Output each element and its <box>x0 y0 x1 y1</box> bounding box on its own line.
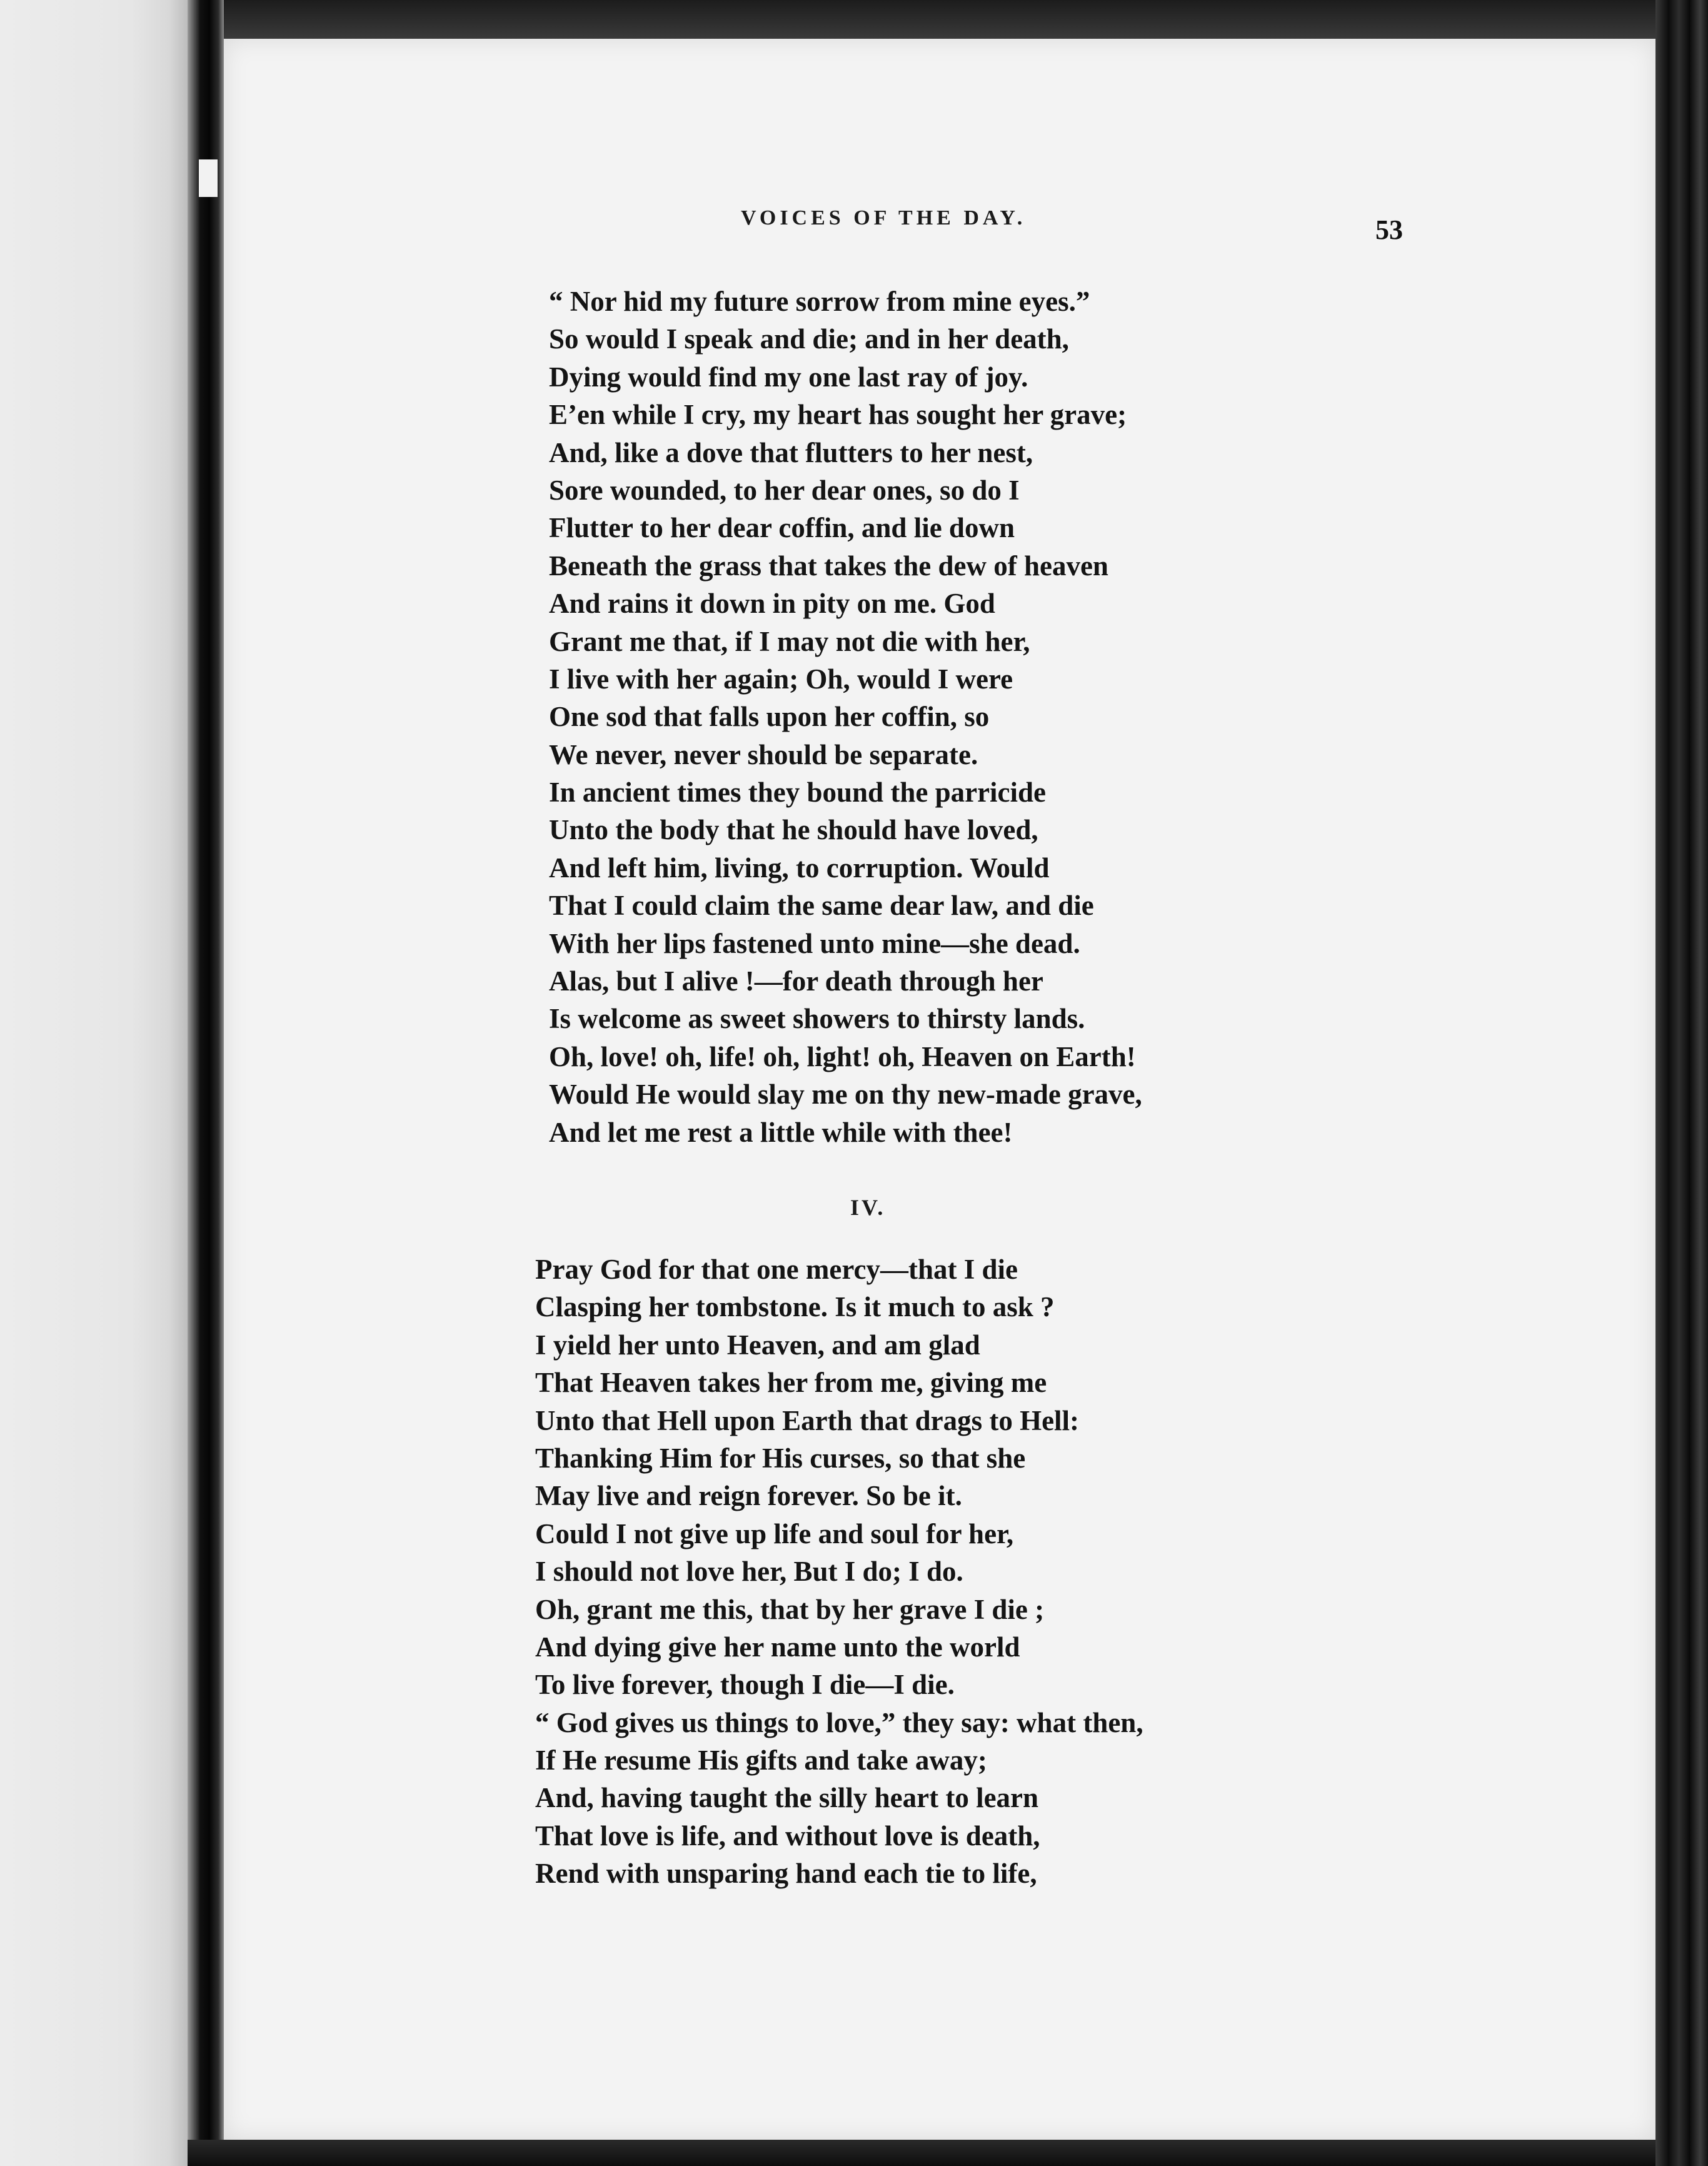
poem-line: So would I speak and die; and in her death, <box>549 323 1069 355</box>
section-numeral: IV. <box>850 1195 886 1220</box>
poem-line: In ancient times they bound the parricide <box>549 777 1047 808</box>
poem-stanza-2 <box>535 1251 1143 1893</box>
poem-line: Unto that Hell upon Earth that drags to Hell: <box>535 1404 1080 1436</box>
poem-line: And dying give her name unto the world <box>535 1631 1020 1663</box>
book-gutter <box>188 0 224 2166</box>
poem-line: And rains it down in pity on me. God <box>549 588 995 620</box>
poem-line: Clasping her tombstone. Is it much to ask ? <box>535 1291 1055 1323</box>
book-right-edge <box>1655 0 1708 2166</box>
poem-line: Dying would find my one last ray of joy. <box>549 361 1028 393</box>
running-head: VOICES OF THE DAY. <box>741 206 1027 229</box>
poem-line: “ Nor hid my future sorrow from mine eyes.” <box>549 286 1090 317</box>
page-top-shadow <box>224 0 1708 39</box>
poem-line: Pray God for that one mercy—that I die <box>535 1254 1018 1285</box>
poem-line: One sod that falls upon her coffin, so <box>549 701 990 733</box>
previous-page-edge <box>0 0 188 2166</box>
poem-line: And, like a dove that flutters to her nest, <box>549 436 1033 468</box>
poem-line: To live forever, though I die—I die. <box>535 1669 955 1701</box>
poem-stanza-1 <box>549 283 1142 1151</box>
poem-line: Beneath the grass that takes the dew of heaven <box>549 550 1108 582</box>
poem-line: And let me rest a little while with thee! <box>549 1116 1013 1148</box>
poem-line: “ God gives us things to love,” they say: what then, <box>535 1706 1143 1738</box>
poem-line: If He resume His gifts and take away; <box>535 1745 987 1776</box>
poem-line: Thanking Him for His curses, so that she <box>535 1442 1026 1474</box>
poem-line: Flutter to her dear coffin, and lie down <box>549 512 1015 544</box>
poem-line: That love is life, and without love is death, <box>535 1820 1040 1851</box>
poem-line: Would He would slay me on thy new-made grave, <box>549 1079 1142 1111</box>
poem-line: And left him, living, to corruption. Would <box>549 852 1050 884</box>
poem-line: I should not love her, But I do; I do. <box>535 1556 963 1588</box>
poem-line: Oh, love! oh, life! oh, light! oh, Heaven on Earth! <box>549 1040 1136 1072</box>
poem-line: May live and reign forever. So be it. <box>535 1480 962 1512</box>
poem-line: Unto the body that he should have loved, <box>549 814 1038 846</box>
poem-line: Rend with unsparing hand each tie to life, <box>535 1858 1037 1890</box>
poem-line: Sore wounded, to her dear ones, so do I <box>549 474 1020 506</box>
poem-line: We never, never should be separate. <box>549 738 978 770</box>
poem-line: With her lips fastened unto mine—she dead. <box>549 927 1080 959</box>
poem-line: And, having taught the silly heart to learn <box>535 1782 1039 1814</box>
poem-line: That Heaven takes her from me, giving me <box>535 1367 1047 1399</box>
page-number: 53 <box>1375 214 1403 245</box>
poem-line: Could I not give up life and soul for her, <box>535 1518 1014 1549</box>
poem-line: Is welcome as sweet showers to thirsty lands. <box>549 1003 1085 1035</box>
gutter-paper-nick <box>199 159 218 197</box>
poem-line: That I could claim the same dear law, and die <box>549 890 1094 922</box>
poem-line: Grant me that, if I may not die with her, <box>549 625 1030 657</box>
page-bottom-shadow <box>188 2140 1708 2166</box>
poem-line: I yield her unto Heaven, and am glad <box>535 1329 980 1361</box>
poem-line: E’en while I cry, my heart has sought her grave; <box>549 399 1127 431</box>
poem-line: I live with her again; Oh, would I were <box>549 663 1013 695</box>
poem-line: Alas, but I alive !—for death through her <box>549 965 1043 997</box>
poem-line: Oh, grant me this, that by her grave I die ; <box>535 1593 1045 1625</box>
